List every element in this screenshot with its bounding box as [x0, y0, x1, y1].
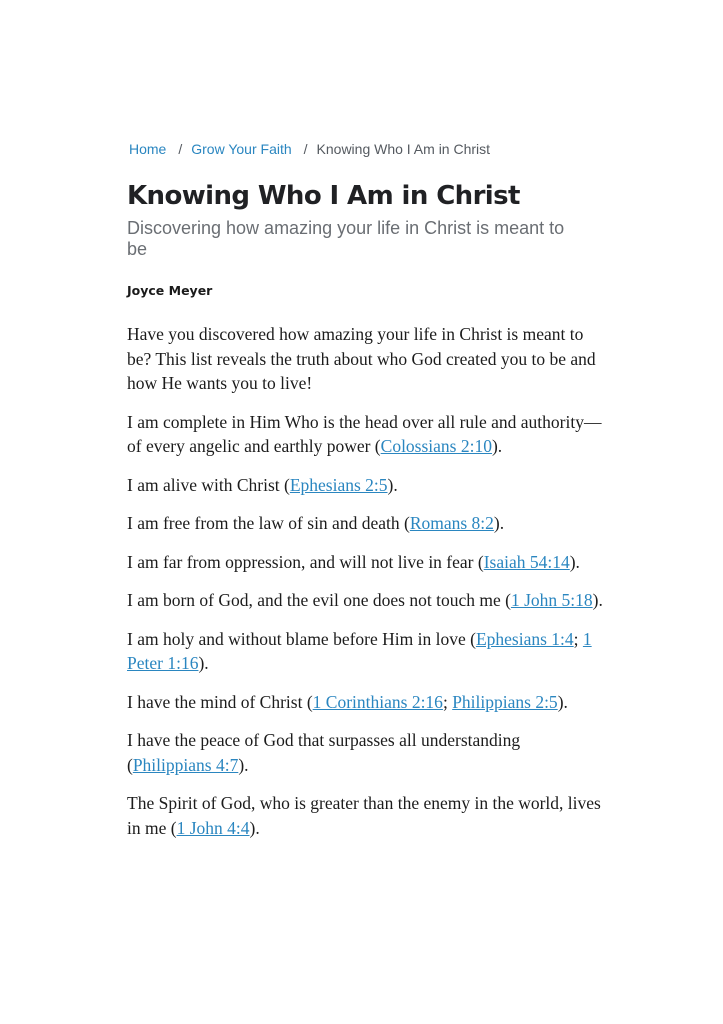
scripture-reference-link[interactable]: 1 Peter 1:16	[127, 628, 592, 673]
article-body	[127, 322, 607, 840]
breadcrumb	[129, 138, 607, 160]
breadcrumb-separator: /	[178, 141, 183, 157]
page-subtitle: Discovering how amazing your life in Christ is meant to be	[127, 218, 565, 259]
scripture-reference-link[interactable]: Philippians 2:5	[452, 691, 558, 712]
breadcrumb-current: Knowing Who I Am in Christ	[316, 141, 491, 157]
intro-paragraph: Have you discovered how amazing your life in Christ is meant to be? This list reveals the truth about who God created you to be and how He wants you to live!	[127, 324, 596, 393]
scripture-reference-link[interactable]: 1 John 5:18	[510, 590, 593, 610]
statement-paragraph: I have the peace of God that surpasses all understanding (Philippians 4:7).	[127, 730, 521, 775]
statement-paragraph: I am free from the law of sin and death (Romans 8:2).	[127, 513, 505, 533]
statement-paragraph: I have the mind of Christ (1 Corinthians 2:16; Philippians 2:5).	[127, 691, 568, 712]
statement-paragraph: I am alive with Christ (Ephesians 2:5).	[127, 474, 398, 495]
statement-paragraph: The Spirit of God, who is greater than the enemy in the world, lives in me (1 John 4:4).	[127, 793, 601, 838]
scripture-reference-link[interactable]: Colossians 2:10	[380, 436, 492, 456]
breadcrumb-separator: /	[303, 141, 308, 157]
scripture-reference-link[interactable]: 1 Corinthians 2:16	[312, 691, 443, 712]
scripture-reference-link[interactable]: Ephesians 2:5	[289, 474, 388, 495]
scripture-reference-link[interactable]: Ephesians 1:4	[475, 628, 574, 649]
article-page	[127, 138, 607, 854]
statement-paragraph: I am complete in Him Who is the head over all rule and authority—of every angelic and earthly power (Colossians 2:10).	[127, 411, 602, 456]
statement-paragraph: I am holy and without blame before Him in love (Ephesians 1:4; 1 Peter 1:16).	[127, 628, 592, 673]
scripture-reference-link[interactable]: Isaiah 54:14	[483, 551, 570, 572]
page-title: Knowing Who I Am in Christ	[127, 181, 520, 211]
statement-paragraph: I am born of God, and the evil one does not touch me (1 John 5:18).	[127, 590, 603, 610]
statement-list	[127, 410, 607, 841]
breadcrumb-section-link[interactable]: Grow Your Faith	[191, 141, 292, 157]
scripture-reference-link[interactable]: Romans 8:2	[409, 513, 494, 533]
breadcrumb-home-link[interactable]: Home	[129, 141, 167, 157]
scripture-reference-link[interactable]: 1 John 4:4	[176, 817, 250, 838]
statement-paragraph: I am far from oppression, and will not live in fear (Isaiah 54:14).	[127, 551, 580, 572]
scripture-reference-link[interactable]: Philippians 4:7	[132, 754, 239, 775]
author-name: Joyce Meyer	[127, 283, 213, 298]
